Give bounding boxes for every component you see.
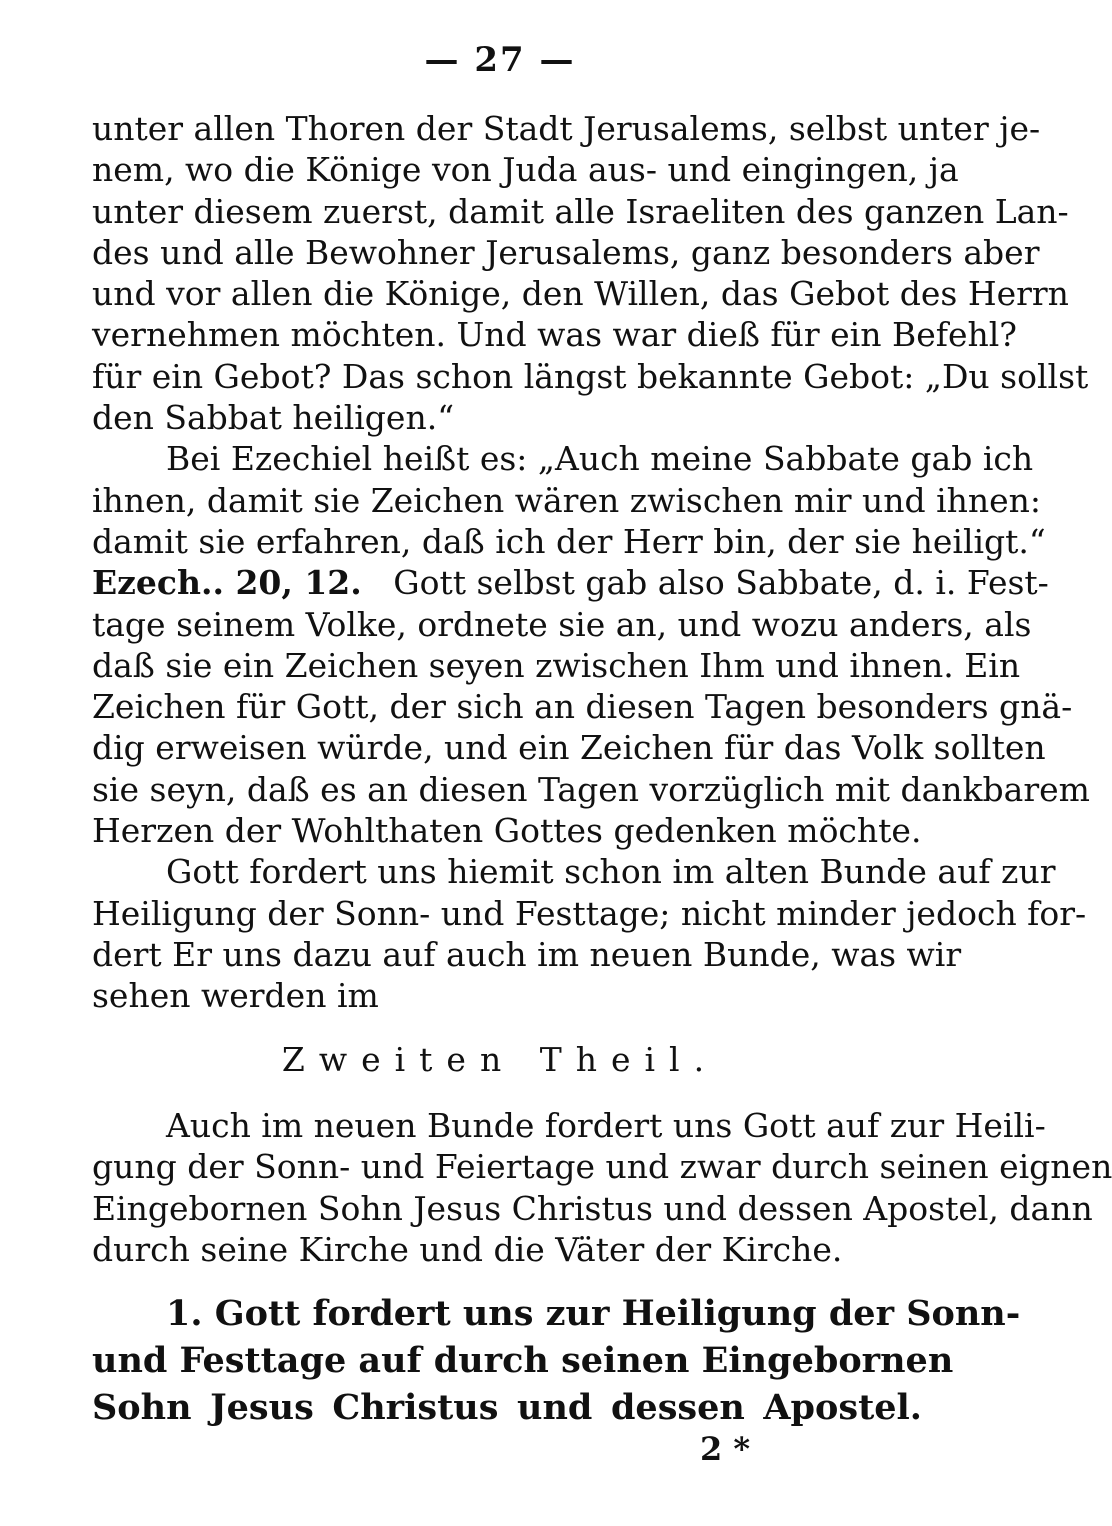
heading-line: und Festtage auf durch seinen Eingebornen bbox=[92, 1340, 954, 1381]
text-line: Herzen der Wohlthaten Gottes gedenken möchte. bbox=[92, 811, 922, 851]
page-number-header: — 27 — bbox=[424, 40, 576, 80]
chapter-heading bbox=[92, 1290, 1021, 1431]
text-line: Heiligung der Sonn- und Festtage; nicht minder jedoch for- bbox=[92, 893, 1087, 933]
text-line: daß sie ein Zeichen seyen zwischen Ihm und ihnen. Ein bbox=[92, 645, 1021, 685]
heading-line: 1. Gott fordert uns zur Heiligung der Sonn- bbox=[166, 1293, 1021, 1334]
text-line bbox=[92, 562, 1049, 603]
text-line: den Sabbat heiligen.“ bbox=[92, 398, 455, 438]
heading-line: Sohn Jesus Christus und dessen Apostel. bbox=[92, 1387, 922, 1428]
text-line: dig erweisen würde, und ein Zeichen für das Volk sollten bbox=[92, 728, 1046, 768]
text-line: vernehmen möchten. Und was war dieß für ein Befehl? bbox=[92, 315, 1017, 355]
text-line: Eingebornen Sohn Jesus Christus und dessen Apostel, dann bbox=[92, 1188, 1093, 1228]
text-line: Zeichen für Gott, der sich an diesen Tagen besonders gnä- bbox=[92, 687, 1073, 727]
text-line-tail: Gott selbst gab also Sabbate, d. i. Fest- bbox=[393, 563, 1049, 603]
text-line: ihnen, damit sie Zeichen wären zwischen mir und ihnen: bbox=[92, 480, 1042, 520]
text-line: nem, wo die Könige von Juda aus- und eingingen, ja bbox=[92, 150, 959, 190]
text-line: unter diesem zuerst, damit alle Israeliten des ganzen Lan- bbox=[92, 191, 1069, 231]
text-line: und vor allen die Könige, den Willen, das Gebot des Herrn bbox=[92, 274, 1069, 314]
signature-mark: 2 * bbox=[700, 1430, 751, 1468]
text-line: sehen werden im bbox=[92, 976, 379, 1016]
text-line: durch seine Kirche und die Väter der Kirche. bbox=[92, 1229, 843, 1269]
second-part-text bbox=[92, 1105, 1112, 1270]
text-line: Gott fordert uns hiemit schon im alten Bunde auf zur bbox=[166, 852, 1056, 892]
section-title: Zweiten Theil. bbox=[281, 1040, 719, 1079]
text-line: des und alle Bewohner Jerusalems, ganz besonders aber bbox=[92, 232, 1040, 272]
text-line: unter allen Thoren der Stadt Jerusalems, selbst unter je- bbox=[92, 109, 1041, 148]
text-line: Auch im neuen Bunde fordert uns Gott auf zur Heili- bbox=[166, 1106, 1046, 1145]
text-line: damit sie erfahren, daß ich der Herr bin, der sie heiligt.“ bbox=[92, 521, 1046, 561]
text-line: für ein Gebot? Das schon längst bekannte Gebot: „Du sollst bbox=[92, 356, 1089, 396]
text-line: tage seinem Volke, ordnete sie an, und wozu anders, als bbox=[92, 604, 1032, 644]
main-text-block bbox=[92, 108, 1090, 1017]
text-line: sie seyn, daß es an diesen Tagen vorzüglich mit dankbarem bbox=[92, 769, 1090, 809]
text-line: Bei Ezechiel heißt es: „Auch meine Sabbate gab ich bbox=[166, 439, 1034, 479]
text-line: gung der Sonn- und Feiertage und zwar durch seinen eignen bbox=[92, 1147, 1112, 1187]
text-line: dert Er uns dazu auf auch im neuen Bunde, was wir bbox=[92, 934, 962, 974]
bible-reference: Ezech.. 20, 12. bbox=[92, 563, 362, 603]
